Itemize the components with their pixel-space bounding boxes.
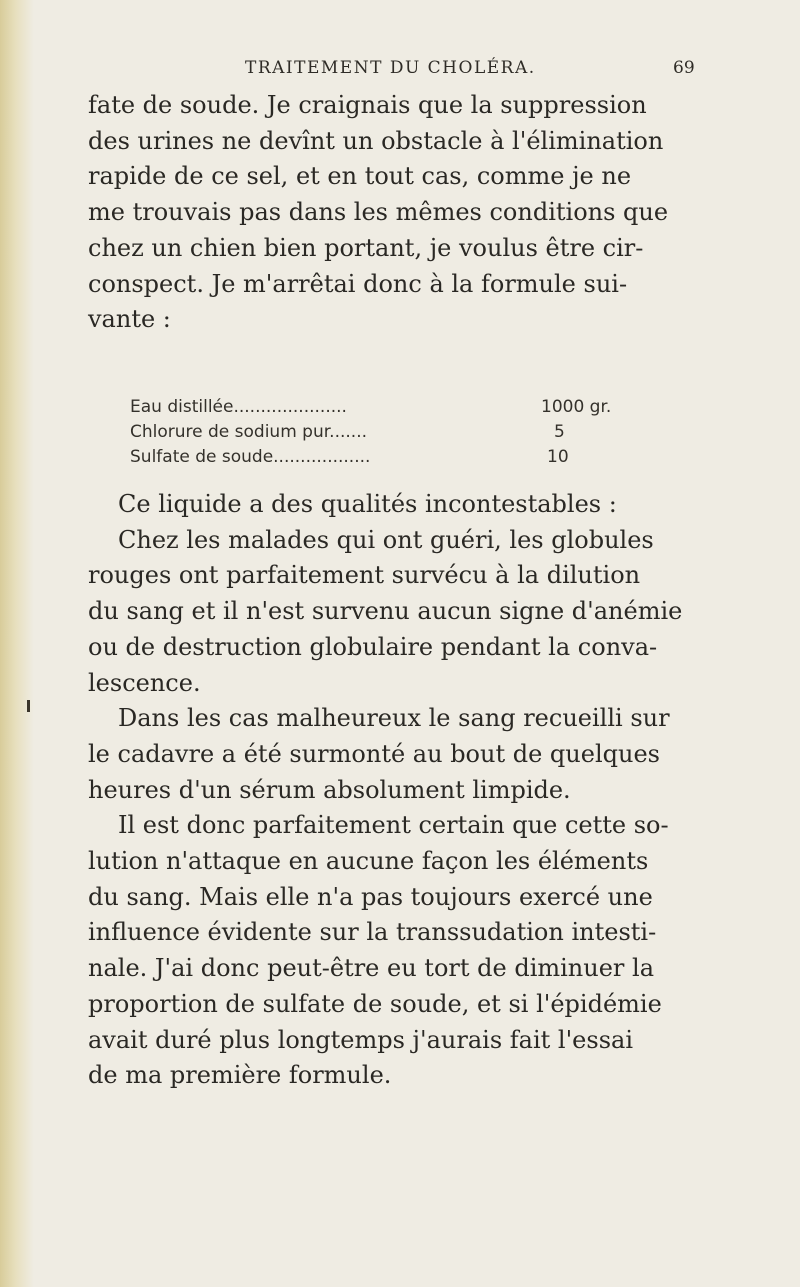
text-line: conspect. Je m'arrêtai donc à la formule sui- — [88, 269, 628, 298]
recipe-formula — [130, 395, 610, 470]
ingredient-name: Chlorure de sodium pur....... — [130, 422, 367, 442]
recipe-row — [130, 445, 610, 470]
text-line: nale. J'ai donc peut-être eu tort de diminuer la — [88, 954, 655, 983]
text-line: Dans les cas malheureux le sang recueilli sur — [118, 704, 670, 733]
text-line: chez un chien bien portant, je voulus être cir- — [88, 233, 644, 262]
text-line: du sang et il n'est survenu aucun signe d'anémie — [88, 597, 683, 626]
text-line: me trouvais pas dans les mêmes conditions que — [88, 198, 669, 227]
text-line: Ce liquide a des qualités incontestables : — [118, 490, 617, 518]
text-line: du sang. Mais elle n'a pas toujours exercé une — [88, 882, 653, 911]
ingredient-amount: 1000 gr. — [541, 397, 612, 417]
text-line: lescence. — [88, 668, 201, 697]
recipe-row — [130, 395, 610, 420]
text-line: proportion de sulfate de soude, et si l'épidémie — [88, 989, 662, 1018]
page-number: 69 — [673, 58, 695, 78]
text-line: influence évidente sur la transsudation intesti- — [88, 918, 657, 947]
paragraph-2 — [88, 487, 728, 1094]
ingredient-amount: 5 — [554, 422, 565, 442]
ingredient-amount: 10 — [547, 447, 569, 467]
text-line: heures d'un sérum absolument limpide. — [88, 775, 571, 804]
text-line: avait duré plus longtemps j'aurais fait l'essai — [88, 1025, 633, 1054]
text-line: ou de destruction globulaire pendant la conva- — [88, 632, 658, 661]
running-head: TRAITEMENT DU CHOLÉRA. — [245, 58, 536, 78]
text-line: vante : — [88, 305, 171, 334]
text-line: rapide de ce sel, et en tout cas, comme je ne — [88, 162, 632, 191]
text-line: de ma première formule. — [88, 1061, 392, 1090]
text-line: le cadavre a été surmonté au bout de quelques — [88, 739, 660, 768]
text-line: des urines ne devînt un obstacle à l'élimination — [88, 126, 664, 155]
paragraph-1 — [88, 88, 728, 338]
text-line: rouges ont parfaitement survécu à la dilution — [88, 561, 641, 590]
text-line: Chez les malades qui ont guéri, les globules — [118, 525, 654, 554]
text-line: fate de soude. Je craignais que la suppression — [88, 91, 647, 119]
text-line: lution n'attaque en aucune façon les éléments — [88, 847, 649, 876]
recipe-row — [130, 420, 610, 445]
ingredient-name: Sulfate de soude.................. — [130, 447, 371, 467]
text-line: Il est donc parfaitement certain que cette so- — [118, 811, 669, 840]
ingredient-name: Eau distillée..................... — [130, 397, 347, 417]
